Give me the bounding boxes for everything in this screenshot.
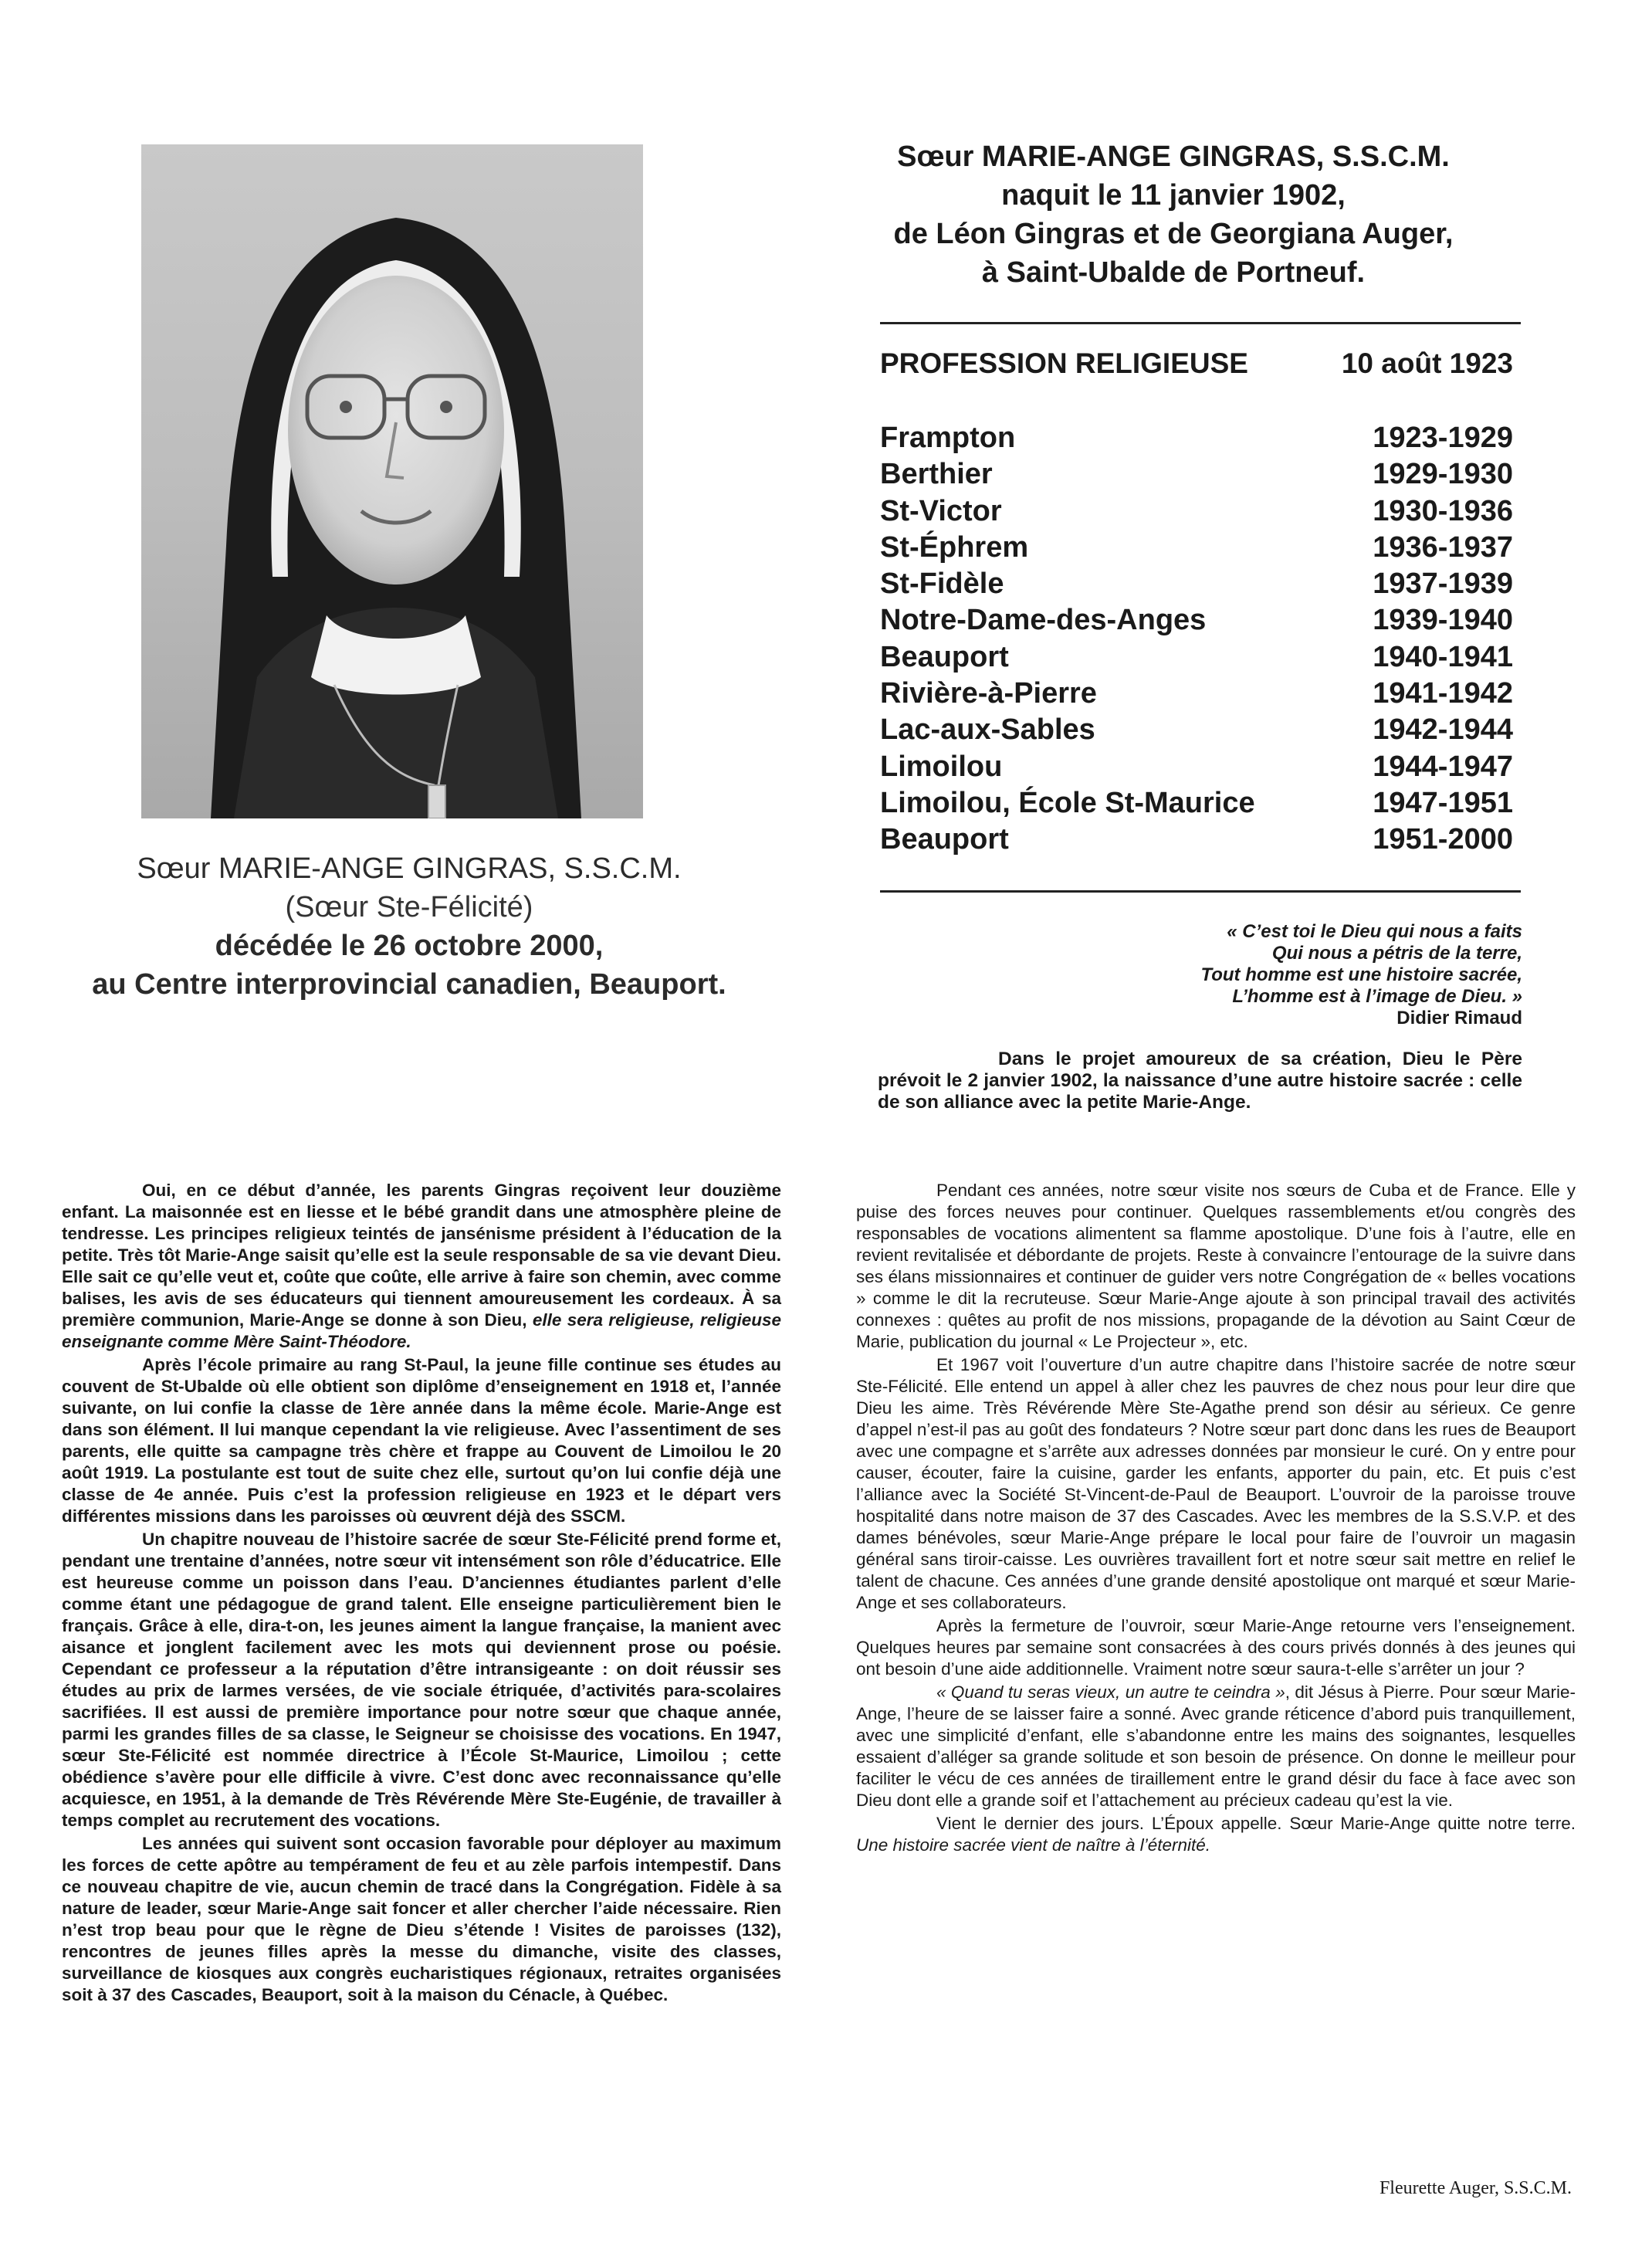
paragraph: Les années qui suivent sont occasion favorable pour déployer au maximum les forces de cette apôtre au tempérament de feu et au zèle parfois intempestif. Dans ce nouveau chapitre de vie, aucun chemin de tracé dans la Congrégation. Fidèle à sa nature de leader, sœur Marie-Ange sait foncer et aller chercher l’aide nécessaire. Rien n’est trop beau pour que le règne de Dieu s’étende ! Visites de paroisses (132), rencontres de jeunes filles après la messe du dimanche, visite des classes, surveillance de kiosques aux congrès eucharistiques régionaux, retraites organisées soit à 37 des Cascades, Beauport, soit à la maison du Cénacle, à Québec. [62,1834,781,2004]
header-birth-date: naquit le 11 janvier 1902, [1001,179,1346,212]
paragraph: Après la fermeture de l’ouvroir, sœur Marie-Ange retourne vers l’enseignement. Quelques heures par semaine sont consacrées à des cours privés donnés à des jeunes qui ont besoin d’une aide additionnelle. Vraiment notre sœur saura-t-elle s’arrêter un jour ? [856,1616,1576,1679]
posting-years: 1936-1937 [1373,530,1513,564]
posting-place: Berthier [880,458,993,491]
quote-author: Didier Rimaud [1396,1008,1522,1028]
portrait-photo [141,144,643,818]
divider-top [880,322,1521,324]
paragraph-emphasis: elle sera religieuse, religieuse enseignante comme Mère Saint-Théodore. [62,1310,781,1351]
signature: Fleurette Auger, S.S.C.M. [1379,2178,1572,2198]
posting-years: 1947-1951 [1373,786,1513,819]
posting-place: Limoilou [880,750,1003,783]
posting-place: St-Éphrem [880,530,1029,564]
posting-years: 1923-1929 [1373,422,1513,454]
posting-years: 1944-1947 [1373,750,1513,783]
posting-years: 1941-1942 [1373,677,1513,710]
posting-row [880,493,1521,530]
photo-caption [62,849,757,1004]
posting-years: 1929-1930 [1373,458,1513,491]
paragraph [856,1813,1576,1856]
quote-line: Qui nous a pétris de la terre, [1271,943,1522,964]
posting-place: Rivière-à-Pierre [880,677,1097,710]
left-column [62,1180,781,2008]
posting-row [880,530,1521,566]
epigraph-quote [1200,921,1522,1029]
biography-header [834,137,1513,292]
paragraph: Et 1967 voit l’ouverture d’un autre chapitre dans l’histoire sacrée de notre sœur Ste-Félicité. Elle entend un appel à aller chez les pauvres de chez nous pour leur dire que Dieu les aime. Très Révérende Mère Ste-Agathe prend son désir au sérieux. Ce genre d’appel n’est-il pas au goût des fondateurs ? Notre sœur part donc dans les rues de Beauport avec une compagne et s’arrête aux adresses données par monsieur le curé. On y entre pour causer, écouter, faire la cuisine, garder les enfants, apporter du pain, etc. Et puis c’est l’alliance avec la Société St-Vincent-de-Paul de Beauport. L’ouvroir de la paroisse trouve hospitalité dans notre maison de 37 des Cascades. Avec les membres de la S.S.V.P. et des dames bénévoles, sœur Marie-Ange prépare le local pour faire de l’ouvroir un magasin général sans tiroir-caisse. Les ouvrières travaillent fort et notre sœur sait mettre en relief le talent de chacune. Ces années d’une grande densité apostolique ont marqué et sœur Marie-Ange et ses collaborateurs. [856,1355,1576,1612]
quote-line: Tout homme est une histoire sacrée, [1200,964,1522,985]
posting-years: 1937-1939 [1373,568,1513,601]
posting-place: St-Fidèle [880,568,1004,601]
posting-years: 1940-1941 [1373,640,1513,673]
posting-row [880,676,1521,712]
profession-date: 10 août 1923 [1341,347,1513,379]
caption-death-place: au Centre interprovincial canadien, Beauport. [92,968,726,1001]
posting-years: 1939-1940 [1373,604,1513,637]
posting-row [880,420,1521,456]
paragraph: Pendant ces années, notre sœur visite nos sœurs de Cuba et de France. Elle y puise des forces neuves pour continuer. Quelques rassemblements et/ou congrès des responsables de vocations alimentent sa flamme apostolique. D’une fois à l’autre, elle en revient revitalisée et débordante de projets. Reste à convaincre l’entourage de la suivre dans ses élans missionnaires et continuer de guider vers notre Congrégation de « belles vocations » comme le dit la recruteuse. Sœur Marie-Ange ajoute à son principal travail des activités connexes : quêtes au profit de nos missions, propagande de la dévotion au Saint Cœur de Marie, publication du journal « Le Projecteur », etc. [856,1181,1576,1351]
posting-row [880,566,1521,602]
intro-paragraph: Dans le projet amoureux de sa création, Dieu le Père prévoit le 2 janvier 1902, la naissance d’une autre histoire sacrée : celle de son alliance avec la petite Marie-Ange. [878,1049,1522,1113]
quote-line: L’homme est à l’image de Dieu. » [1232,986,1522,1007]
posting-row [880,785,1521,822]
posting-place: Frampton [880,422,1016,454]
paragraph-emphasis: Une histoire sacrée vient de naître à l’éternité. [856,1835,1210,1855]
header-birth-place: à Saint-Ubalde de Portneuf. [981,256,1366,289]
right-column [856,1180,1576,1858]
posting-row [880,456,1521,493]
paragraph-emphasis: « Quand tu seras vieux, un autre te ceindra » [936,1682,1285,1702]
profession-label: PROFESSION RELIGIEUSE [880,347,1248,379]
paragraph-text: , dit Jésus à Pierre. Pour sœur Marie-Ange, l’heure de se laisser faire a sonné. Avec grande réticence d’abord puis tranquillement, avec une simplicité d’enfant, elle s’abandonne entre les mains des soignantes, lesquelles essaient d’alléger sa grande solitude et son besoin de présence. On donne le meilleur pour faciliter le vécu de ces années de tiraillement entre le grand désir du face à face avec son Dieu dont elle a grande soif et l’attachement au précieux cadeau qu’est la vie. [856,1682,1576,1810]
posting-row [880,639,1521,676]
quote-line: « C’est toi le Dieu qui nous a faits [1227,921,1522,942]
paragraph: Un chapitre nouveau de l’histoire sacrée de sœur Ste-Félicité prend forme et, pendant une trentaine d’années, notre sœur vit intensément son rôle d’éducatrice. Elle est heureuse comme un poisson dans l’eau. D’anciennes étudiantes parlent d’elle comme étant une pédagogue de grand talent. Elle enseigne particulièrement bien le français. Grâce à elle, dira-t-on, les jeunes aiment la langue française, la manient avec aisance et jonglent facilement avec les mots qui deviennent prose ou poésie. Cependant ce professeur a la réputation d’être intransigeante : on doit réussir ses études au prix de larmes versées, de vie sociale étriquée, d’activités para-scolaires sacrifiées. Il est aussi de première importance pour notre sœur que chaque année, parmi les grandes filles de sa classe, le Seigneur se choisisse des vocations. En 1947, sœur Ste-Félicité est nommée directrice à l’École St-Maurice, Limoilou ; cette obédience s’avère pour elle difficile à vivre. C’est donc avec reconnaissance qu’elle acquiesce, en 1951, à la demande de Très Révérende Mère Ste-Eugénie, de travailler à temps complet au recrutement des vocations. [62,1530,781,1830]
posting-years: 1930-1936 [1373,494,1513,527]
paragraph [62,1180,781,1353]
posting-years: 1951-2000 [1373,823,1513,856]
postings-list [880,420,1521,859]
posting-place: Lac-aux-Sables [880,713,1095,747]
posting-place: Beauport [880,823,1009,856]
posting-place: Limoilou, École St-Maurice [880,786,1255,819]
divider-bottom [880,890,1521,893]
posting-place: Beauport [880,640,1009,673]
header-parents: de Léon Gingras et de Georgiana Auger, [893,218,1454,250]
paragraph: Après l’école primaire au rang St-Paul, la jeune fille continue ses études au couvent de St-Ubalde où elle obtient son diplôme d’enseignement en 1918 et, l’année suivante, on lui confie la classe de 1ère année dans la même école. Marie-Ange est dans son élément. Il lui manque cependant la vie religieuse. Avec l’assentiment de ses parents, elle quitte sa campagne très chère et frappe au Couvent de Limoilou le 20 août 1919. La postulante est tout de suite chez elle, surtout qu’on lui confie déjà une classe de 4e année. Puis c’est la profession religieuse en 1923 et le départ vers différentes missions dans les paroisses où œuvrent déjà des SSCM. [62,1355,781,1526]
paragraph [856,1682,1576,1811]
header-name: Sœur MARIE-ANGE GINGRAS, S.S.C.M. [897,141,1450,173]
posting-years: 1942-1944 [1373,713,1513,747]
caption-name: Sœur MARIE-ANGE GINGRAS, S.S.C.M. [137,852,682,885]
posting-row [880,712,1521,748]
posting-row [880,749,1521,785]
posting-row [880,602,1521,639]
posting-place: Notre-Dame-des-Anges [880,604,1207,637]
caption-death-date: décédée le 26 octobre 2000, [215,930,604,962]
posting-place: St-Victor [880,494,1002,527]
caption-religious-name: (Sœur Ste-Félicité) [285,891,533,923]
paragraph-text: Oui, en ce début d’année, les parents Gingras reçoivent leur douzième enfant. La maisonnée est en liesse et le bébé grandit dans une atmosphère pleine de tendresse. Les principes religieux teintés de jansénisme président à l’éducation de la petite. Très tôt Marie-Ange saisit qu’elle est la seule responsable de sa vie devant Dieu. Elle sait ce qu’elle veut et, coûte que coûte, elle arrive à faire son chemin, avec comme balises, les avis de ses éducateurs qui tiennent amoureusement les cordeaux. À sa première communion, Marie-Ange se donne à son Dieu, [62,1181,781,1330]
paragraph-text: Vient le dernier des jours. L’Époux appelle. Sœur Marie-Ange quitte notre terre. [936,1814,1576,1833]
posting-row [880,822,1521,858]
